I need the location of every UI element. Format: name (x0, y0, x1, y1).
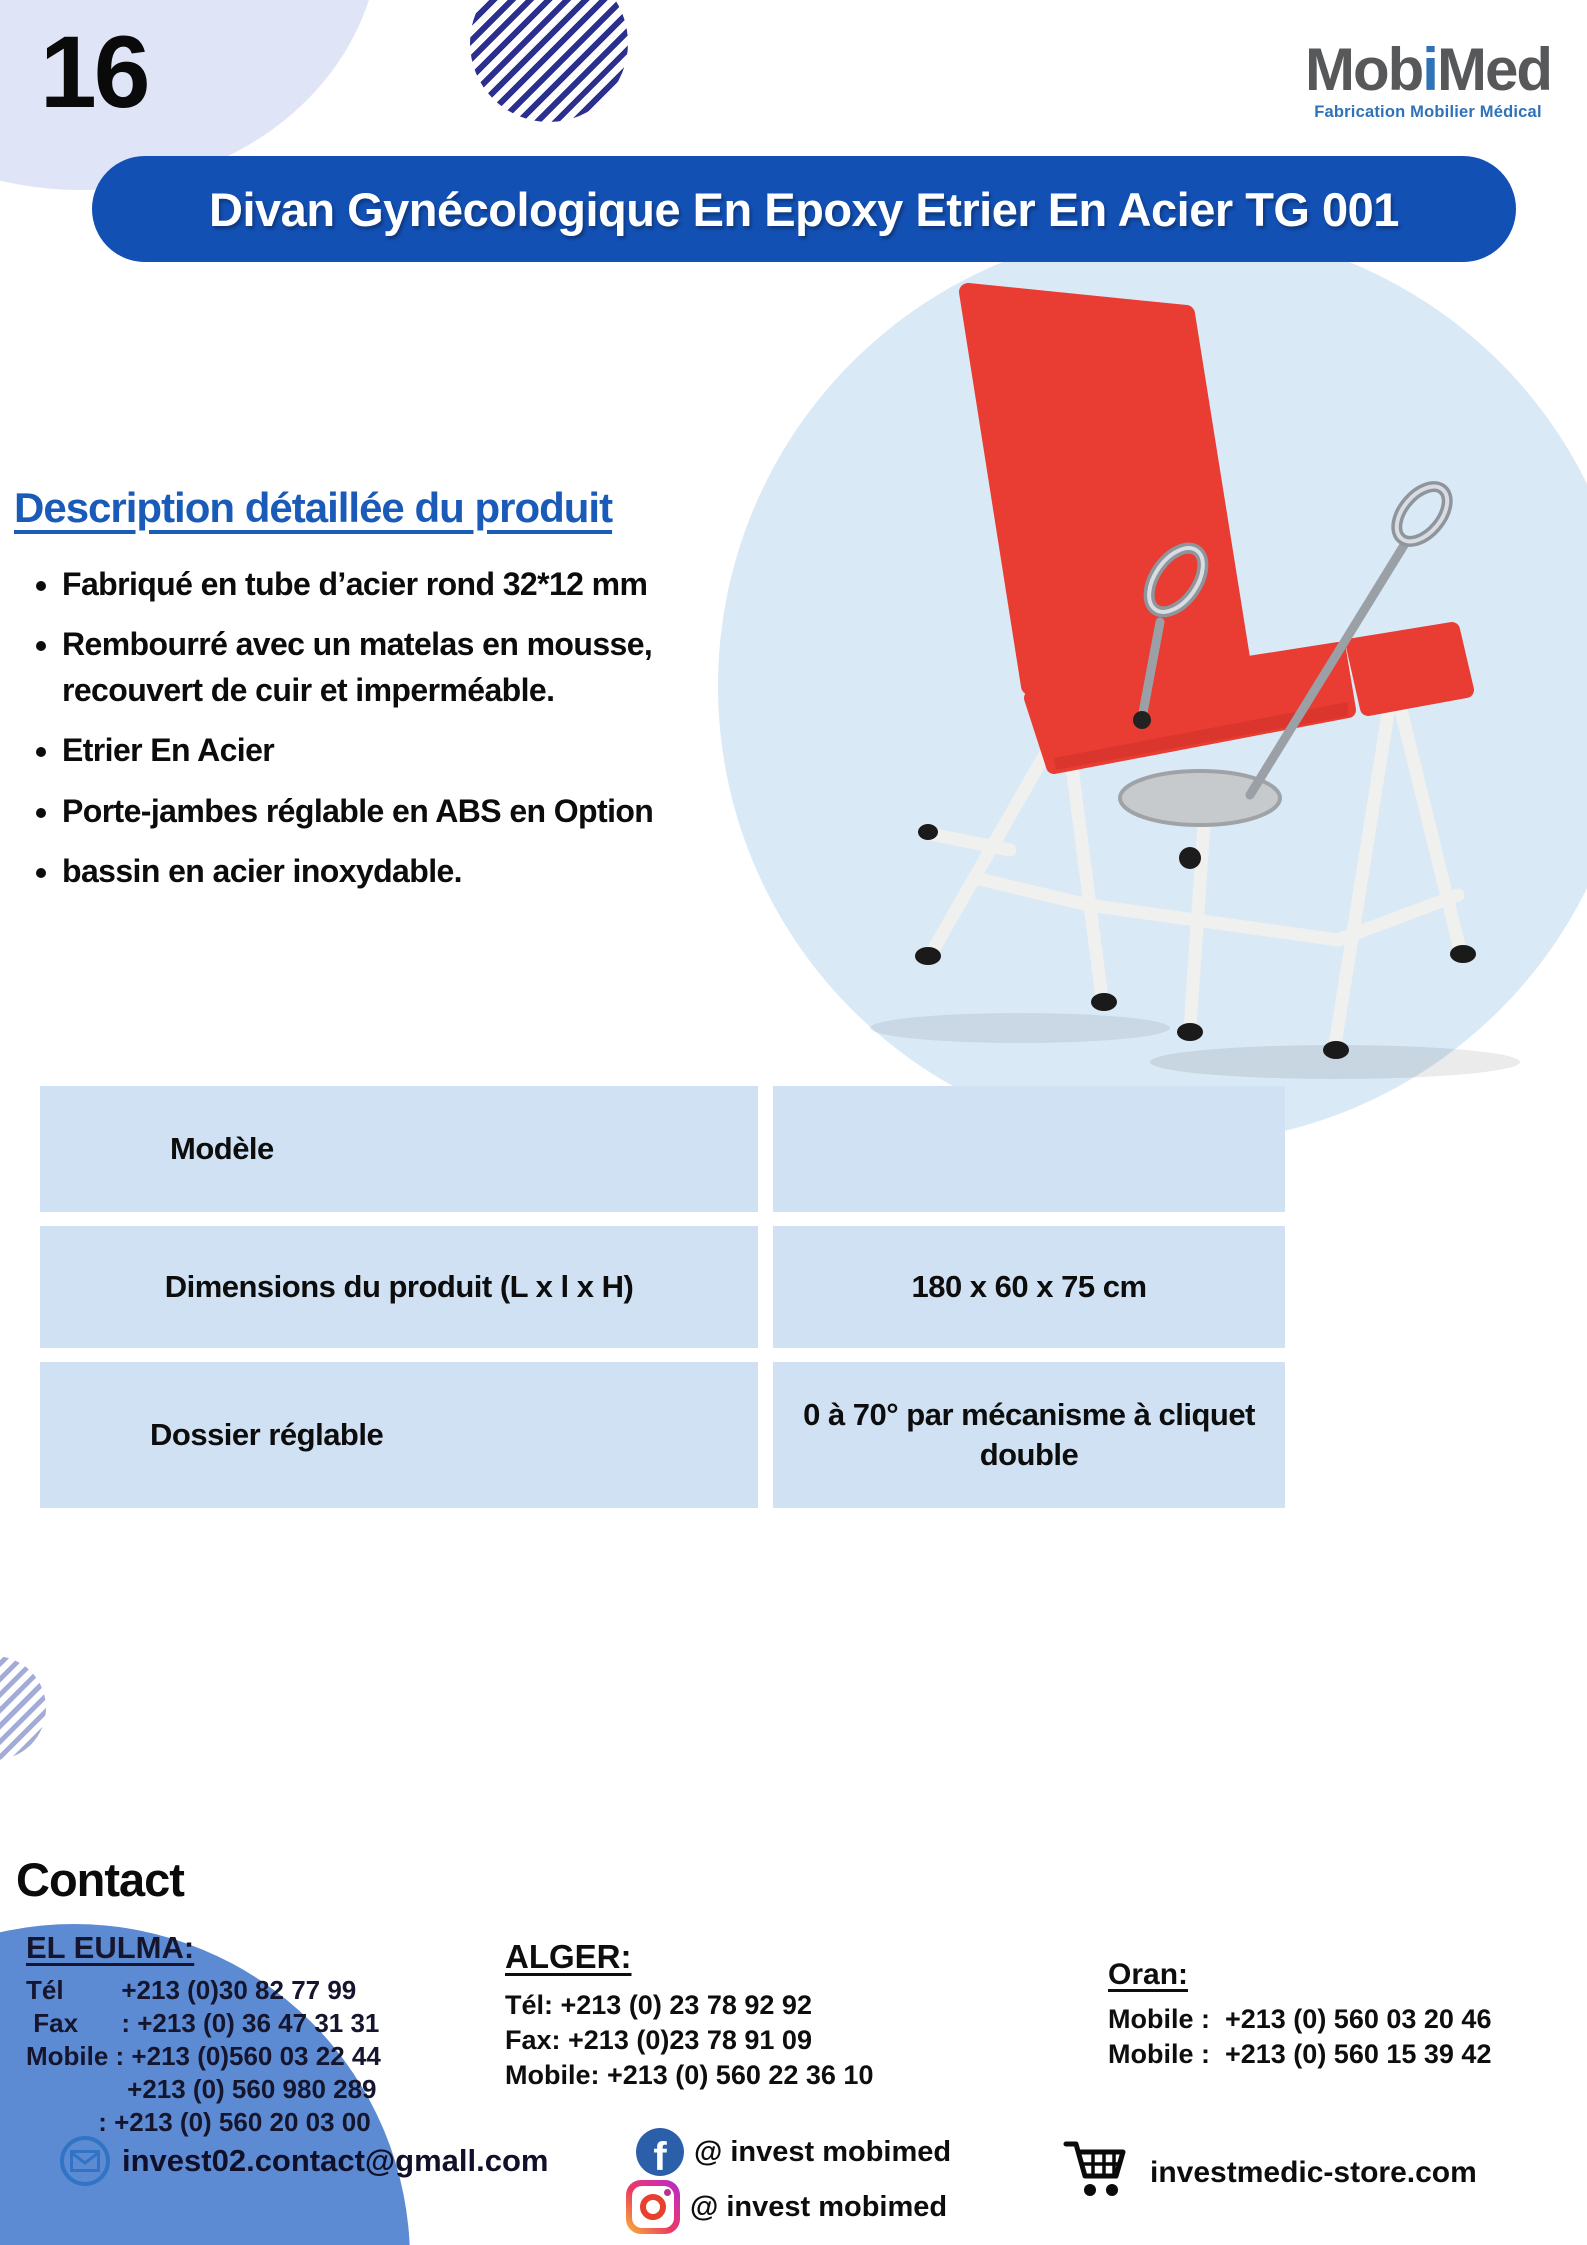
couch-shadow-left (870, 1013, 1170, 1043)
logo-part-i: i (1422, 36, 1437, 103)
instagram-contact[interactable] (626, 2180, 947, 2234)
logo-part-mob: Mob (1305, 36, 1423, 103)
couch-cushions (968, 292, 1466, 770)
spec-label-modele: Modèle (40, 1086, 758, 1212)
couch-adjust-knob (1179, 847, 1201, 869)
instagram-handle[interactable]: @ invest mobimed (690, 2190, 948, 2223)
decor-striped-circle-top (470, 0, 628, 122)
facebook-handle[interactable]: @ invest mobimed (694, 2135, 952, 2168)
instagram-icon (626, 2180, 680, 2234)
bullet-item: • Porte-jambes réglable en ABS en Option (62, 789, 712, 834)
product-title-banner (92, 156, 1516, 262)
spec-value-dossier: 0 à 70° par mécanisme à cliquet double (773, 1362, 1285, 1508)
alger-line: Mobile: +213 (0) 560 22 36 10 (505, 2060, 874, 2090)
bullet-item: • Fabriqué en tube d’acier rond 32*12 mm (62, 562, 712, 607)
bullet-item: • bassin en acier inoxydable. (62, 849, 712, 894)
el-eulma-line: : +213 (0) 560 20 03 00 (26, 2107, 371, 2137)
oran-heading: Oran: (1108, 1958, 1189, 1991)
contact-heading: Contact (16, 1853, 184, 1906)
alger-line: Tél: +213 (0) 23 78 92 92 (505, 1990, 812, 2020)
product-title: Divan Gynécologique En Epoxy Etrier En Acier TG 001 (209, 182, 1399, 236)
cart-icon (1060, 2136, 1132, 2209)
el-eulma-line: Fax : +213 (0) 36 47 31 31 (26, 2008, 380, 2038)
oran-line: Mobile : +213 (0) 560 15 39 42 (1108, 2039, 1492, 2069)
store-contact[interactable] (1060, 2136, 1477, 2209)
product-photo (690, 250, 1580, 1110)
contact-block-el-eulma (26, 1930, 381, 2139)
el-eulma-line: Mobile : +213 (0)560 03 22 44 (26, 2041, 381, 2071)
el-eulma-line: Tél +213 (0)30 82 77 99 (26, 1975, 357, 2005)
el-eulma-heading: EL EULMA: (26, 1930, 195, 1965)
store-url[interactable]: investmedic-store.com (1150, 2155, 1477, 2189)
couch-backrest (968, 292, 1248, 702)
email-contact[interactable] (60, 2136, 548, 2186)
spec-label-dimensions: Dimensions du produit (L x l x H) (40, 1226, 758, 1348)
email-address[interactable]: invest02.contact@gmall.com (122, 2143, 549, 2178)
alger-heading: ALGER: (505, 1938, 632, 1975)
spec-label-dossier: Dossier réglable (40, 1362, 758, 1508)
contact-block-oran (1108, 1958, 1491, 2072)
bullet-item: • Rembourré avec un matelas en mousse, recouvert de cuir et imperméable. (62, 622, 712, 713)
description-heading: Description détaillée du produit (14, 484, 613, 531)
logo-tagline: Fabrication Mobilier Médical (1314, 103, 1542, 121)
decor-striped-circle-left (0, 1656, 46, 1760)
contact-block-alger (505, 1938, 873, 2093)
alger-line: Fax: +213 (0)23 78 91 09 (505, 2025, 812, 2055)
facebook-letter: f (653, 2135, 667, 2176)
mobimed-logo (1278, 36, 1578, 121)
logo-part-med: Med (1436, 36, 1551, 103)
oran-line: Mobile : +213 (0) 560 03 20 46 (1108, 2004, 1492, 2034)
bullet-item: • Etrier En Acier (62, 728, 712, 773)
spec-value-dimensions: 180 x 60 x 75 cm (773, 1226, 1285, 1348)
description-section (14, 484, 704, 910)
facebook-icon (636, 2128, 684, 2176)
description-bullet-list (14, 562, 712, 895)
spec-value-modele (773, 1086, 1285, 1212)
facebook-contact[interactable] (636, 2128, 951, 2176)
logo-wordmark (1278, 36, 1578, 103)
email-icon (60, 2136, 110, 2186)
el-eulma-line: +213 (0) 560 980 289 (26, 2074, 377, 2104)
page-number: 16 (40, 15, 148, 129)
couch-leg-section (1354, 630, 1466, 708)
